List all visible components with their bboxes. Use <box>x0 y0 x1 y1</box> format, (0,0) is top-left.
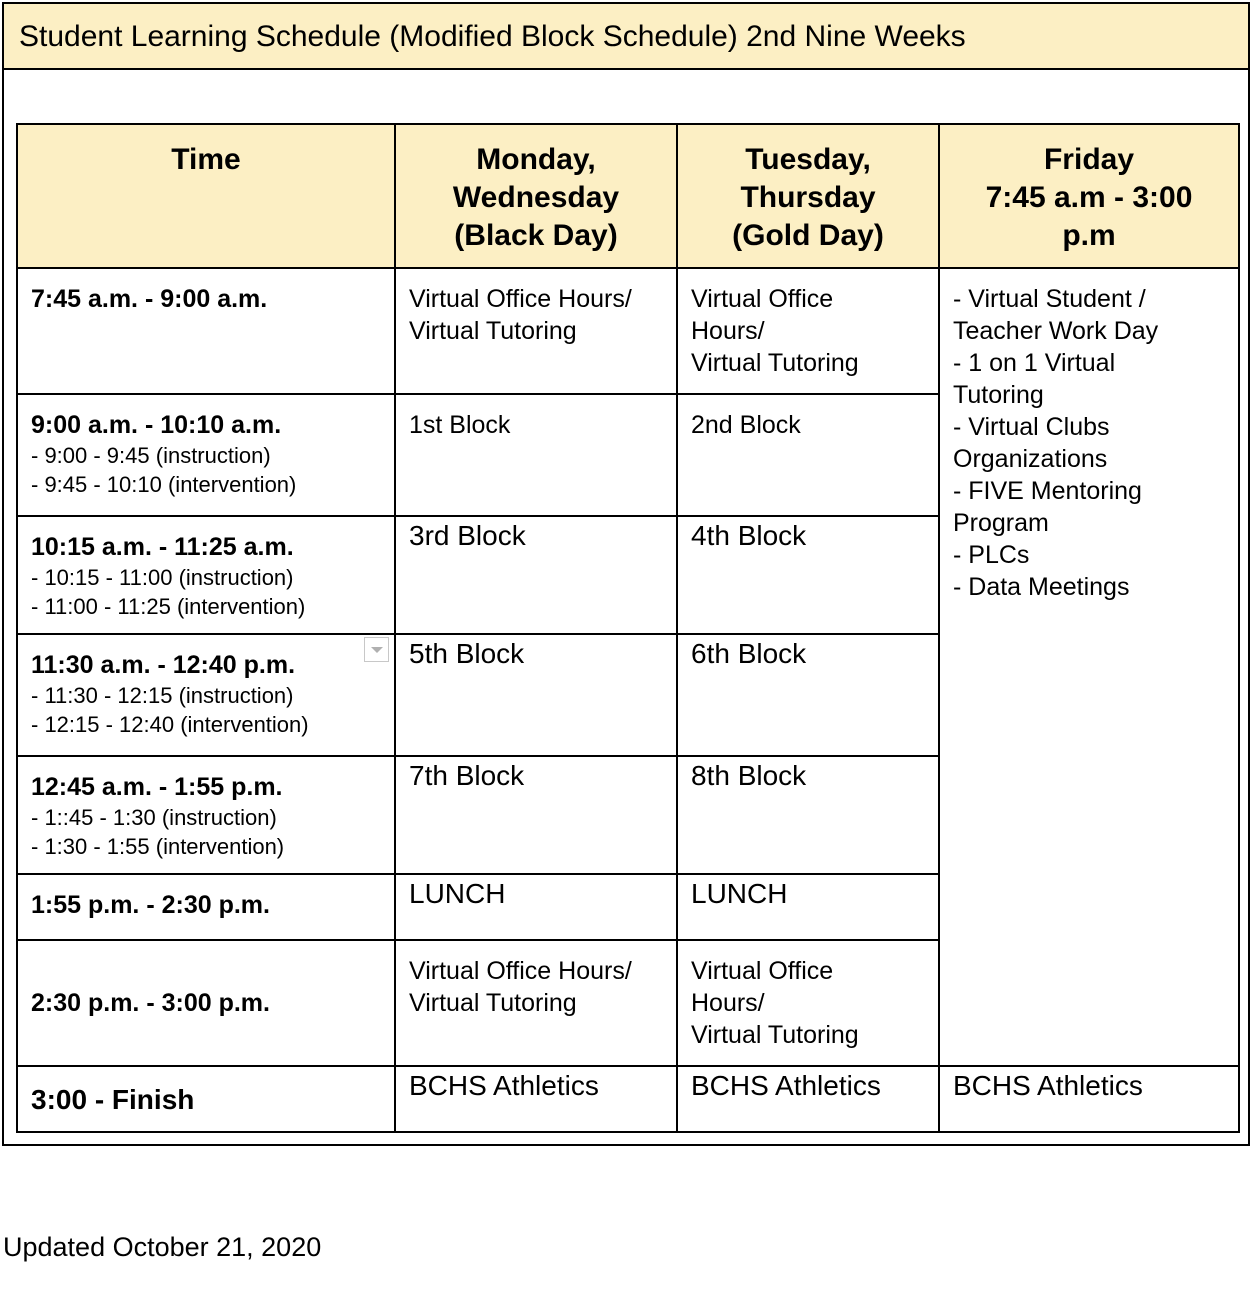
header-row <box>17 124 1239 268</box>
friday-item: - Data Meetings <box>953 573 1130 601</box>
friday-item: - Virtual Student / <box>953 285 1146 313</box>
monday-wednesday-cell: 7th Block <box>395 756 677 874</box>
friday-item: Program <box>953 509 1049 537</box>
time-cell: 11:30 a.m. - 12:40 p.m. - 11:30 - 12:15 (instruction) - 12:15 - 12:40 (intervention) <box>17 634 395 756</box>
time-cell: 1:55 p.m. - 2:30 p.m. <box>17 874 395 940</box>
monday-wednesday-cell: 1st Block <box>395 394 677 516</box>
time-cell: 10:15 a.m. - 11:25 a.m. - 10:15 - 11:00 (instruction) - 11:00 - 11:25 (intervention) <box>17 516 395 634</box>
friday-cell: BCHS Athletics <box>939 1066 1239 1132</box>
monday-wednesday-cell: 3rd Block <box>395 516 677 634</box>
cell-dropdown-icon[interactable] <box>364 637 389 662</box>
friday-item: Tutoring <box>953 381 1044 409</box>
time-cell: 7:45 a.m. - 9:00 a.m. <box>17 268 395 394</box>
friday-item: - PLCs <box>953 541 1030 569</box>
monday-wednesday-cell: LUNCH <box>395 874 677 940</box>
friday-item: - Virtual Clubs <box>953 413 1110 441</box>
friday-item: Teacher Work Day <box>953 317 1159 345</box>
header-monday-wednesday: Monday, Wednesday (Black Day) <box>395 124 677 268</box>
monday-wednesday-cell: 5th Block <box>395 634 677 756</box>
schedule-table <box>16 123 1240 1133</box>
header-time: Time <box>17 124 395 268</box>
time-cell: 12:45 a.m. - 1:55 p.m. - 1::45 - 1:30 (instruction) - 1:30 - 1:55 (intervention) <box>17 756 395 874</box>
tuesday-thursday-cell: LUNCH <box>677 874 939 940</box>
tuesday-thursday-cell: 6th Block <box>677 634 939 756</box>
time-cell: 9:00 a.m. - 10:10 a.m. - 9:00 - 9:45 (instruction) - 9:45 - 10:10 (intervention) <box>17 394 395 516</box>
monday-wednesday-cell: Virtual Office Hours/ Virtual Tutoring <box>395 940 677 1066</box>
finish-row <box>17 1066 1239 1132</box>
page-title: Student Learning Schedule (Modified Block Schedule) 2nd Nine Weeks <box>19 20 966 53</box>
updated-date: Updated October 21, 2020 <box>3 1232 322 1262</box>
table-row <box>17 268 1239 394</box>
title-bar <box>4 4 1248 70</box>
tuesday-thursday-cell: 4th Block <box>677 516 939 634</box>
header-friday: Friday 7:45 a.m - 3:00 p.m <box>939 124 1239 268</box>
tuesday-thursday-cell: Virtual Office Hours/ Virtual Tutoring <box>677 268 939 394</box>
tuesday-thursday-cell: BCHS Athletics <box>677 1066 939 1132</box>
tuesday-thursday-cell: 2nd Block <box>677 394 939 516</box>
friday-item: Organizations <box>953 445 1108 473</box>
tuesday-thursday-cell: 8th Block <box>677 756 939 874</box>
monday-wednesday-cell: Virtual Office Hours/ Virtual Tutoring <box>395 268 677 394</box>
friday-item: - FIVE Mentoring <box>953 477 1142 505</box>
friday-item: - 1 on 1 Virtual <box>953 349 1116 377</box>
friday-cell <box>939 268 1239 1066</box>
time-cell: 2:30 p.m. - 3:00 p.m. <box>17 940 395 1066</box>
time-cell: 3:00 - Finish <box>17 1066 395 1132</box>
tuesday-thursday-cell: Virtual Office Hours/ Virtual Tutoring <box>677 940 939 1066</box>
monday-wednesday-cell: BCHS Athletics <box>395 1066 677 1132</box>
header-tuesday-thursday: Tuesday, Thursday (Gold Day) <box>677 124 939 268</box>
